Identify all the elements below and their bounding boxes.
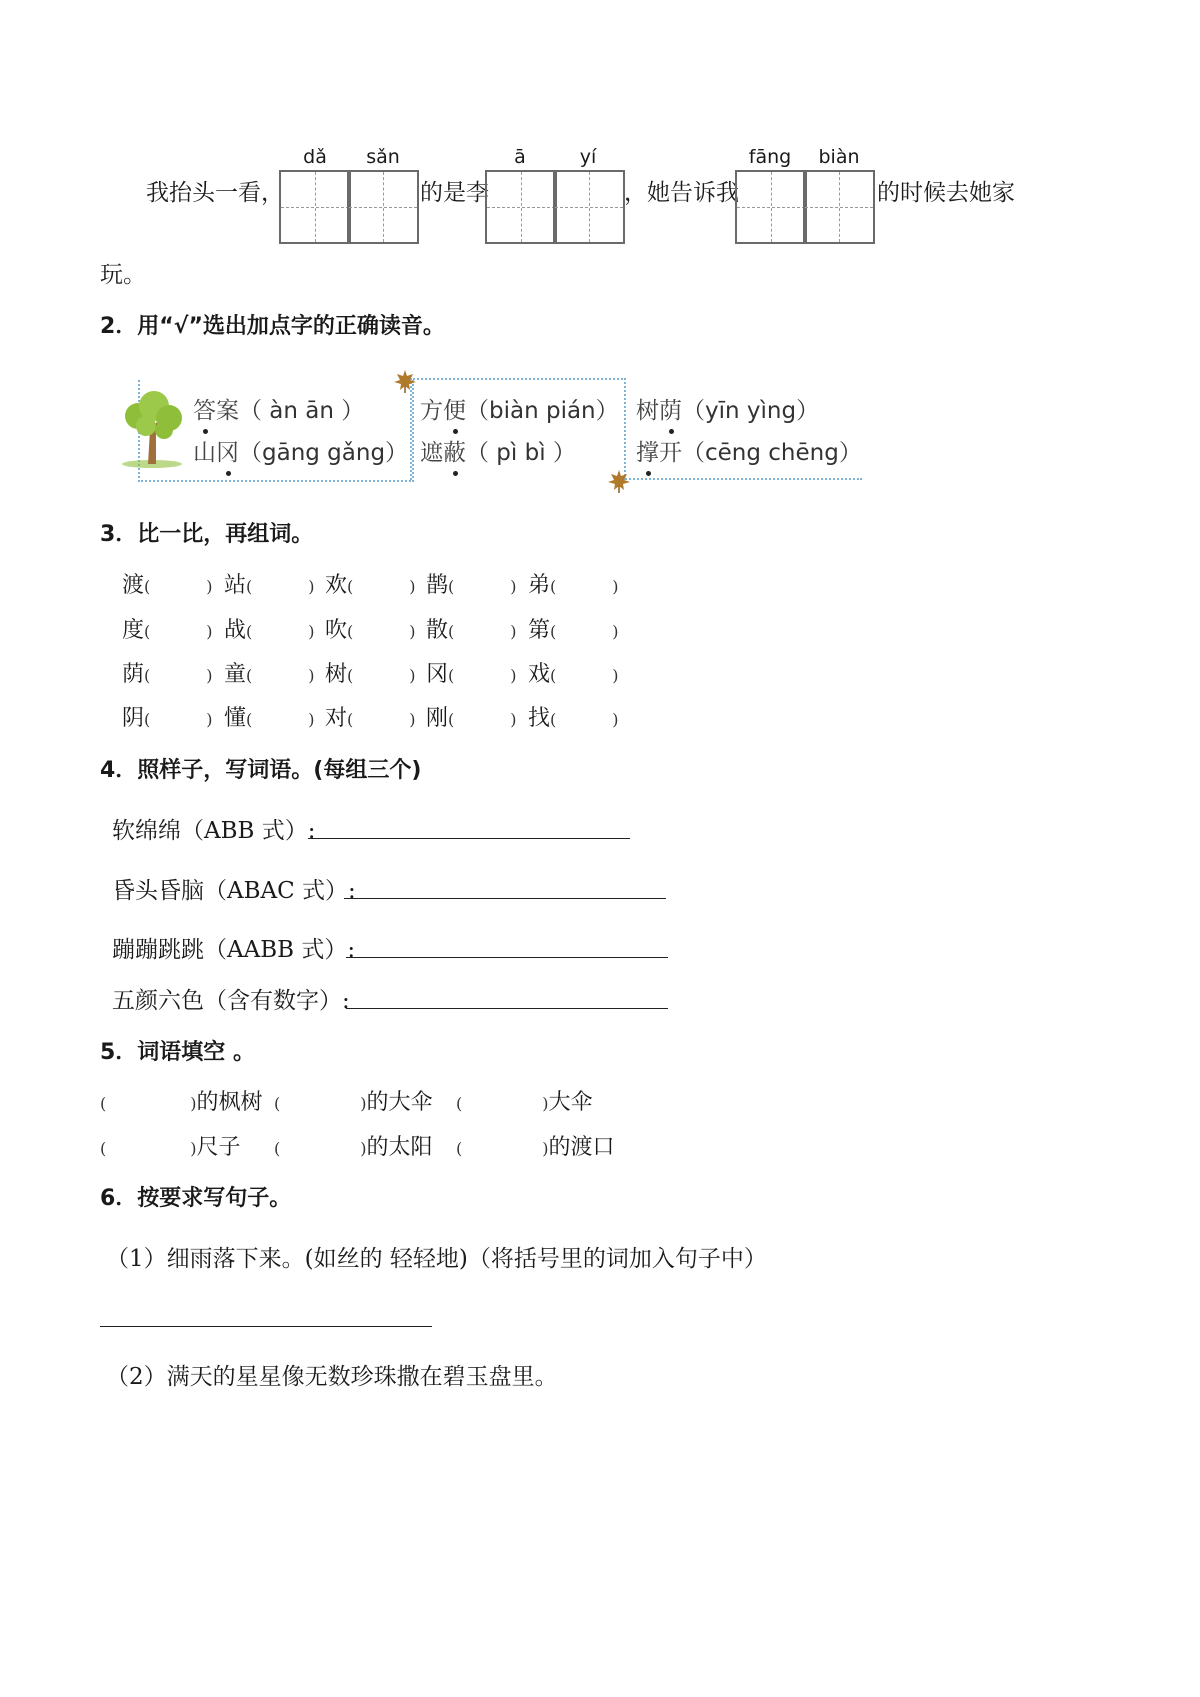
- q3-open-paren: (: [144, 666, 151, 685]
- q5-open-paren: (: [100, 1139, 107, 1158]
- q3-close-paren: ): [409, 710, 416, 729]
- q3-char: 欢: [325, 573, 348, 598]
- q3-open-paren: (: [144, 622, 151, 641]
- q3-close-paren: ): [510, 577, 517, 596]
- q3-open-paren: (: [448, 622, 455, 641]
- q3-char: 懂: [224, 706, 247, 731]
- q3-cell: [528, 620, 619, 642]
- q5-heading: 5．词语填空 。: [100, 1040, 255, 1065]
- tian-box-3[interactable]: [485, 170, 557, 244]
- q3-cell: [122, 708, 213, 730]
- q6-sentence-1: （1）细雨落下来。(如丝的 轻轻地)（将括号里的词加入句子中）: [106, 1246, 767, 1272]
- tian-box-4[interactable]: [553, 170, 625, 244]
- q3-char: 弟: [528, 573, 551, 598]
- q2-heading: 2．用“√”选出加点字的正确读音。: [100, 314, 445, 339]
- dot-marker: [203, 429, 208, 434]
- q3-open-paren: (: [246, 577, 253, 596]
- q3-close-paren: ): [612, 622, 619, 641]
- q3-cell: [224, 575, 315, 597]
- q3-close-paren: ): [308, 577, 315, 596]
- q5-word: 尺子: [196, 1135, 241, 1160]
- q3-heading: 3．比一比，再组词。: [100, 522, 314, 547]
- q3-close-paren: ): [206, 710, 213, 729]
- q3-char: 找: [528, 706, 551, 731]
- q3-close-paren: ): [308, 666, 315, 685]
- q3-cell: [122, 664, 213, 686]
- tian-box-1[interactable]: [279, 170, 351, 244]
- q3-char: 童: [224, 662, 247, 687]
- q2-char: 冈: [216, 440, 239, 466]
- sentence-part-5: 玩。: [100, 262, 146, 288]
- q3-open-paren: (: [347, 577, 354, 596]
- q3-cell: [224, 708, 315, 730]
- q3-close-paren: ): [206, 666, 213, 685]
- q3-char: 站: [224, 573, 247, 598]
- q5-close-paren: ): [542, 1094, 549, 1113]
- q5-close-paren: ): [360, 1094, 367, 1113]
- q3-char: 鹊: [426, 573, 449, 598]
- pinyin-san: sǎn: [366, 146, 400, 168]
- q3-open-paren: (: [448, 710, 455, 729]
- q5-word: 的太阳: [366, 1135, 433, 1160]
- pinyin-yi: yí: [579, 146, 597, 168]
- q4-answer-line[interactable]: [308, 838, 630, 839]
- q3-open-paren: (: [550, 710, 557, 729]
- q3-char: 冈: [426, 662, 449, 687]
- sentence-part-3: ，她告诉我: [624, 180, 739, 206]
- q3-char: 渡: [122, 573, 145, 598]
- q3-cell: [122, 620, 213, 642]
- q3-close-paren: ): [409, 577, 416, 596]
- q3-cell: [325, 575, 416, 597]
- q2-options[interactable]: （ àn ān ）: [239, 398, 365, 424]
- q2-item-shuyin: [636, 400, 819, 423]
- q4-item-abb: 软绵绵（ABB 式）:: [112, 818, 316, 844]
- q2-char: 开: [659, 440, 682, 466]
- q2-item-daan: [193, 400, 364, 423]
- q3-char: 刚: [426, 706, 449, 731]
- q5-word: 大伞: [548, 1090, 593, 1115]
- q3-close-paren: ): [510, 710, 517, 729]
- q3-open-paren: (: [144, 577, 151, 596]
- pinyin-a: ā: [514, 146, 526, 168]
- dot-marker: [646, 471, 651, 476]
- q3-char: 度: [122, 618, 145, 643]
- q3-char: 荫: [122, 662, 145, 687]
- q3-cell: [528, 575, 619, 597]
- q5-cell: [456, 1092, 593, 1114]
- pinyin-da: dǎ: [303, 146, 327, 168]
- q4-answer-line[interactable]: [344, 898, 666, 899]
- q3-open-paren: (: [246, 710, 253, 729]
- q5-word: 的大伞: [366, 1090, 433, 1115]
- q5-cell: [100, 1137, 241, 1159]
- q2-char: 撑: [636, 440, 659, 466]
- q3-char: 阴: [122, 706, 145, 731]
- q3-cell: [224, 664, 315, 686]
- q2-frame-right: [622, 478, 862, 480]
- q2-char: 山: [193, 440, 216, 466]
- leaf-icon-top: [392, 368, 418, 394]
- q3-close-paren: ): [206, 577, 213, 596]
- sentence-part-2: 的是李: [420, 180, 489, 206]
- q3-close-paren: ): [612, 710, 619, 729]
- q3-cell: [325, 620, 416, 642]
- q3-char: 吹: [325, 618, 348, 643]
- q6-heading: 6．按要求写句子。: [100, 1186, 292, 1211]
- q3-cell: [122, 575, 213, 597]
- q5-open-paren: (: [456, 1139, 463, 1158]
- leaf-icon-bottom: [606, 468, 632, 494]
- q3-close-paren: ): [510, 666, 517, 685]
- q3-open-paren: (: [550, 622, 557, 641]
- q3-char: 戏: [528, 662, 551, 687]
- q3-cell: [528, 664, 619, 686]
- dot-marker: [453, 429, 458, 434]
- q3-cell: [426, 620, 517, 642]
- q3-cell: [325, 664, 416, 686]
- q5-cell: [274, 1137, 433, 1159]
- q3-open-paren: (: [550, 666, 557, 685]
- pinyin-fang: fāng: [748, 146, 792, 168]
- q3-open-paren: (: [347, 622, 354, 641]
- q3-open-paren: (: [448, 666, 455, 685]
- q3-open-paren: (: [347, 666, 354, 685]
- q4-item-abac: 昏头昏脑（ABAC 式）:: [112, 878, 356, 904]
- dot-marker: [226, 471, 231, 476]
- q5-word: 的渡口: [548, 1135, 615, 1160]
- q3-open-paren: (: [550, 577, 557, 596]
- q2-item-shangang: [193, 442, 408, 465]
- q5-open-paren: (: [274, 1094, 281, 1113]
- dot-marker: [453, 471, 458, 476]
- q5-word: 的枫树: [196, 1090, 263, 1115]
- q5-close-paren: ): [542, 1139, 549, 1158]
- q2-options[interactable]: （gāng gǎng）: [239, 440, 409, 466]
- q3-char: 战: [224, 618, 247, 643]
- q2-char: 遮: [420, 440, 443, 466]
- q3-open-paren: (: [448, 577, 455, 596]
- q3-close-paren: ): [409, 666, 416, 685]
- q3-char: 树: [325, 662, 348, 687]
- q3-cell: [528, 708, 619, 730]
- q4-answer-line[interactable]: [346, 957, 668, 958]
- q5-open-paren: (: [100, 1094, 107, 1113]
- q3-open-paren: (: [246, 666, 253, 685]
- q3-char: 对: [325, 706, 348, 731]
- q5-close-paren: ): [190, 1094, 197, 1113]
- tree-icon: [116, 390, 188, 468]
- q4-heading: 4．照样子，写词语。(每组三个): [100, 758, 422, 783]
- q5-close-paren: ): [360, 1139, 367, 1158]
- q3-open-paren: (: [246, 622, 253, 641]
- q2-options[interactable]: （biàn pián）: [466, 398, 619, 424]
- q2-options[interactable]: （yīn yìng）: [682, 398, 820, 424]
- q4-item-aabb: 蹦蹦跳跳（AABB 式）:: [112, 937, 356, 963]
- q3-cell: [325, 708, 416, 730]
- q2-item-fangbian: [420, 400, 619, 423]
- q3-char: 第: [528, 618, 551, 643]
- q2-options[interactable]: （cēng chēng）: [682, 440, 862, 466]
- tian-box-2[interactable]: [347, 170, 419, 244]
- q3-close-paren: ): [308, 710, 315, 729]
- q3-close-paren: ): [612, 577, 619, 596]
- q3-open-paren: (: [144, 710, 151, 729]
- q3-close-paren: ): [510, 622, 517, 641]
- pinyin-bian: biàn: [818, 146, 860, 168]
- q2-char: 便: [443, 398, 466, 424]
- q2-char: 案: [216, 398, 239, 424]
- q3-close-paren: ): [308, 622, 315, 641]
- q2-options[interactable]: （ pì bì ）: [466, 440, 576, 466]
- q5-open-paren: (: [456, 1094, 463, 1113]
- dot-marker: [669, 429, 674, 434]
- q5-open-paren: (: [274, 1139, 281, 1158]
- q3-cell: [224, 620, 315, 642]
- q3-close-paren: ): [612, 666, 619, 685]
- q4-item-number: 五颜六色（含有数字）:: [112, 988, 350, 1014]
- q3-close-paren: ): [409, 622, 416, 641]
- sentence-part-1: 我抬头一看，: [146, 180, 284, 206]
- q2-char: 方: [420, 398, 443, 424]
- q3-cell: [426, 664, 517, 686]
- q2-item-zhebi: [420, 442, 576, 465]
- q5-cell: [100, 1092, 263, 1114]
- q3-open-paren: (: [347, 710, 354, 729]
- q3-char: 散: [426, 618, 449, 643]
- q2-char: 蔽: [443, 440, 466, 466]
- q3-close-paren: ): [206, 622, 213, 641]
- q5-close-paren: ): [190, 1139, 197, 1158]
- sentence-part-4: 的时候去她家: [877, 180, 1015, 206]
- q3-cell: [426, 708, 517, 730]
- tian-box-6[interactable]: [803, 170, 875, 244]
- q2-char: 答: [193, 398, 216, 424]
- tian-box-5[interactable]: [735, 170, 807, 244]
- q5-cell: [274, 1092, 433, 1114]
- q2-item-chengkai: [636, 442, 862, 465]
- q3-cell: [426, 575, 517, 597]
- q2-char: 荫: [659, 398, 682, 424]
- q6-sentence-2: （2）满天的星星像无数珍珠撒在碧玉盘里。: [106, 1364, 558, 1390]
- q6-answer-line[interactable]: [100, 1326, 432, 1327]
- q5-cell: [456, 1137, 615, 1159]
- q4-answer-line[interactable]: [346, 1008, 668, 1009]
- q2-char: 树: [636, 398, 659, 424]
